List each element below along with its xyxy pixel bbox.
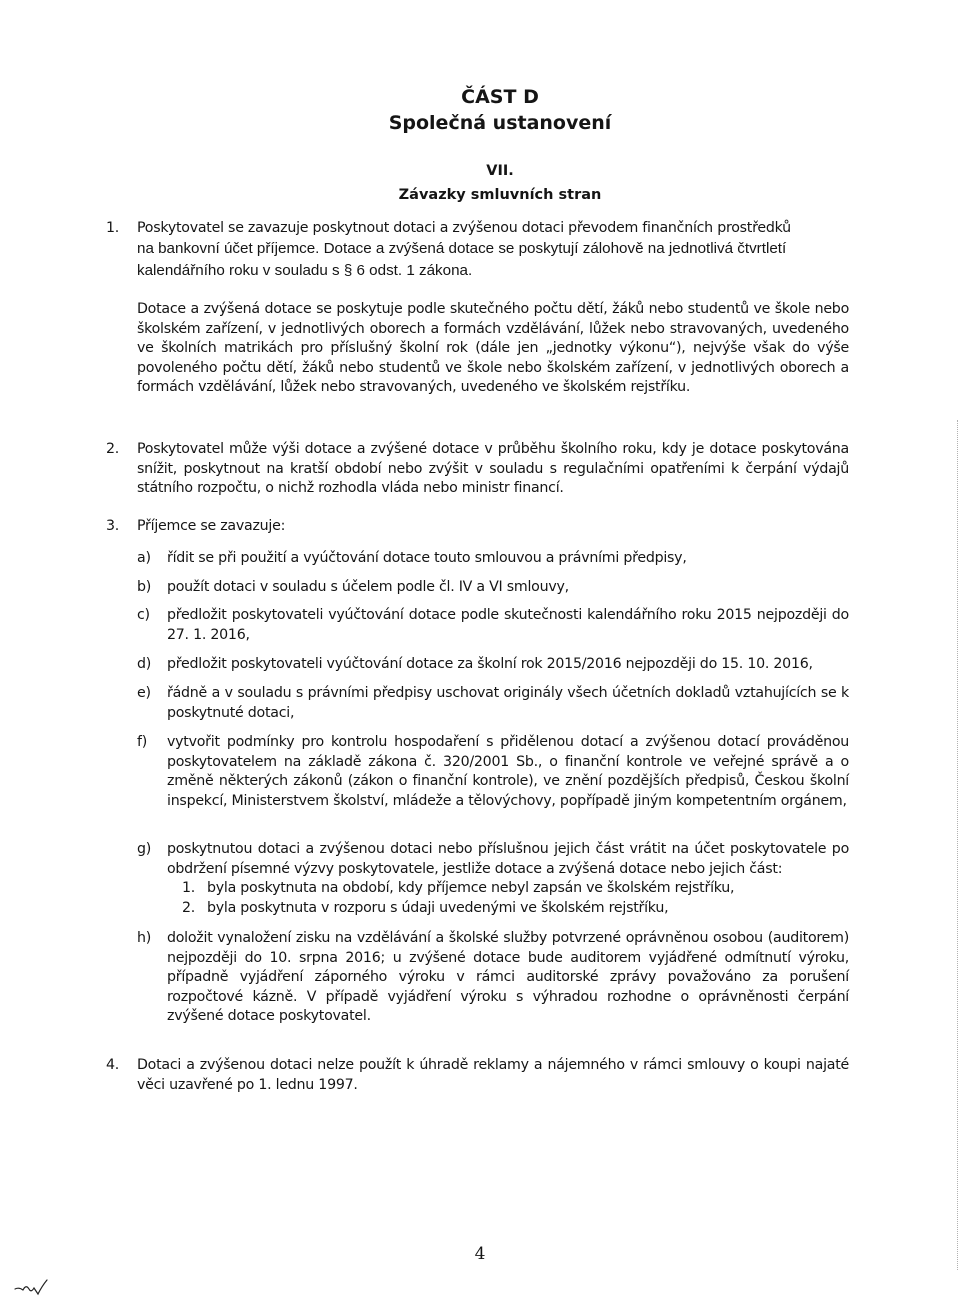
item-g-subitem-2-number: 2. — [182, 900, 196, 916]
article-2-number: 2. — [106, 441, 120, 457]
item-a-label: a) — [137, 550, 151, 566]
item-f-text: vytvořit podmínky pro kontrolu hospodaření s přidělenou dotací a zvýšenou dotací prováděnou poskytovatelem na základě zákona č. 320/2001 Sb., o finanční kontrole ve veřejné správě a o změně některých zákonů (zákon o finanční kontrole), ve znění pozdějších předpisů, Českou školní inspekcí, Ministerstvem školství, mládeže a tělovýchovy, popřípadě jiným kompetentním orgánem, — [167, 734, 849, 809]
item-g-subitem-1-text: byla poskytnuta na období, kdy příjemce nebyl zapsán ve školském rejstříku, — [207, 880, 735, 896]
item-d-text: předložit poskytovateli vyúčtování dotace za školní rok 2015/2016 nejpozději do 15. 10. 2016, — [167, 656, 813, 672]
item-f-label: f) — [137, 734, 148, 750]
article-3-intro: Příjemce se zavazuje: — [137, 518, 286, 534]
article-1-line-2: na bankovní účet příjemce. Dotace a zvýšená dotace se poskytují zálohově na jednotlivá čtvrtletí — [137, 240, 787, 257]
section-number: VII. — [486, 163, 514, 179]
article-1-paragraph-2: Dotace a zvýšená dotace se poskytuje podle skutečného počtu dětí, žáků nebo studentů ve škole nebo školském zařízení, v jednotlivých oborech a formách vzdělávání, lůžek nebo stravovaných, uvedeného ve školních matrikách pro příslušný školní rok (dále jen „jednotky výkonu“), nejvýše však do výše povoleného počtu dětí, žáků nebo studentů ve škole nebo školském zařízení, v jednotlivých oborech a formách vzdělávání, lůžek nebo stravovaných, uvedeného ve školském rejstříku. — [137, 301, 849, 396]
item-h-text: doložit vynaložení zisku na vzdělávání a školské služby potvrzené oprávněnou osobou (auditorem) nejpozději do 10. srpna 2016; u zvýšené dotace bude auditorem vyjádřené odmítnutí výroku, případně vyjádření záporného výroku v rámci auditorské zprávy považováno za porušení rozpočtové kázně. V případě vyjádření výroku s výhradou rozhodne o oprávněnosti čerpání zvýšené dotace poskytovatel. — [167, 930, 849, 1025]
item-d-label: d) — [137, 656, 152, 672]
scan-edge-line — [956, 420, 958, 1270]
article-3-number: 3. — [106, 518, 120, 534]
part-heading: ČÁST D — [461, 86, 539, 108]
item-c-text: předložit poskytovateli vyúčtování dotace podle skutečnosti kalendářního roku 2015 nejpozději do 27. 1. 2016, — [167, 607, 849, 643]
item-g-text: poskytnutou dotaci a zvýšenou dotaci nebo příslušnou jejich část vrátit na účet poskytovatele po obdržení písemné výzvy poskytovatele, jestliže dotace a zvýšená dotace nebo jejich část: — [167, 841, 849, 877]
page-number: 4 — [474, 1244, 486, 1264]
article-1-number: 1. — [106, 220, 120, 236]
item-e-text: řádně a v souladu s právními předpisy uschovat originály všech účetních dokladů vztahujících se k poskytnuté dotaci, — [167, 685, 849, 721]
item-b-text: použít dotaci v souladu s účelem podle čl. IV a VI smlouvy, — [167, 579, 569, 595]
article-1-line-1: Poskytovatel se zavazuje poskytnout dotaci a zvýšenou dotaci převodem finančních prostředků — [137, 220, 791, 236]
item-g-label: g) — [137, 841, 152, 857]
handwritten-initials-mark — [14, 1278, 48, 1300]
article-1-line-3: kalendářního roku v souladu s § 6 odst. 1 zákona. — [137, 262, 473, 279]
section-title: Závazky smluvních stran — [398, 187, 602, 203]
article-4-number: 4. — [106, 1057, 120, 1073]
item-h-label: h) — [137, 930, 152, 946]
item-g-subitem-1-number: 1. — [182, 880, 196, 896]
item-e-label: e) — [137, 685, 151, 701]
article-4-text: Dotaci a zvýšenou dotaci nelze použít k úhradě reklamy a nájemného v rámci smlouvy o koupi najaté věci uzavřené po 1. lednu 1997. — [137, 1057, 849, 1093]
article-2-text: Poskytovatel může výši dotace a zvýšené dotace v průběhu školního roku, kdy je dotace poskytována snížit, poskytnout na kratší období nebo zvýšit v souladu s regulačními opatřeními k čerpání výdajů státního rozpočtu, o nichž rozhodla vláda nebo ministr financí. — [137, 441, 849, 497]
part-title: Společná ustanovení — [388, 112, 612, 134]
item-g-subitem-2-text: byla poskytnuta v rozporu s údaji uvedenými ve školském rejstříku, — [207, 900, 669, 916]
item-a-text: řídit se při použití a vyúčtování dotace touto smlouvou a právními předpisy, — [167, 550, 687, 566]
item-c-label: c) — [137, 607, 150, 623]
item-b-label: b) — [137, 579, 152, 595]
